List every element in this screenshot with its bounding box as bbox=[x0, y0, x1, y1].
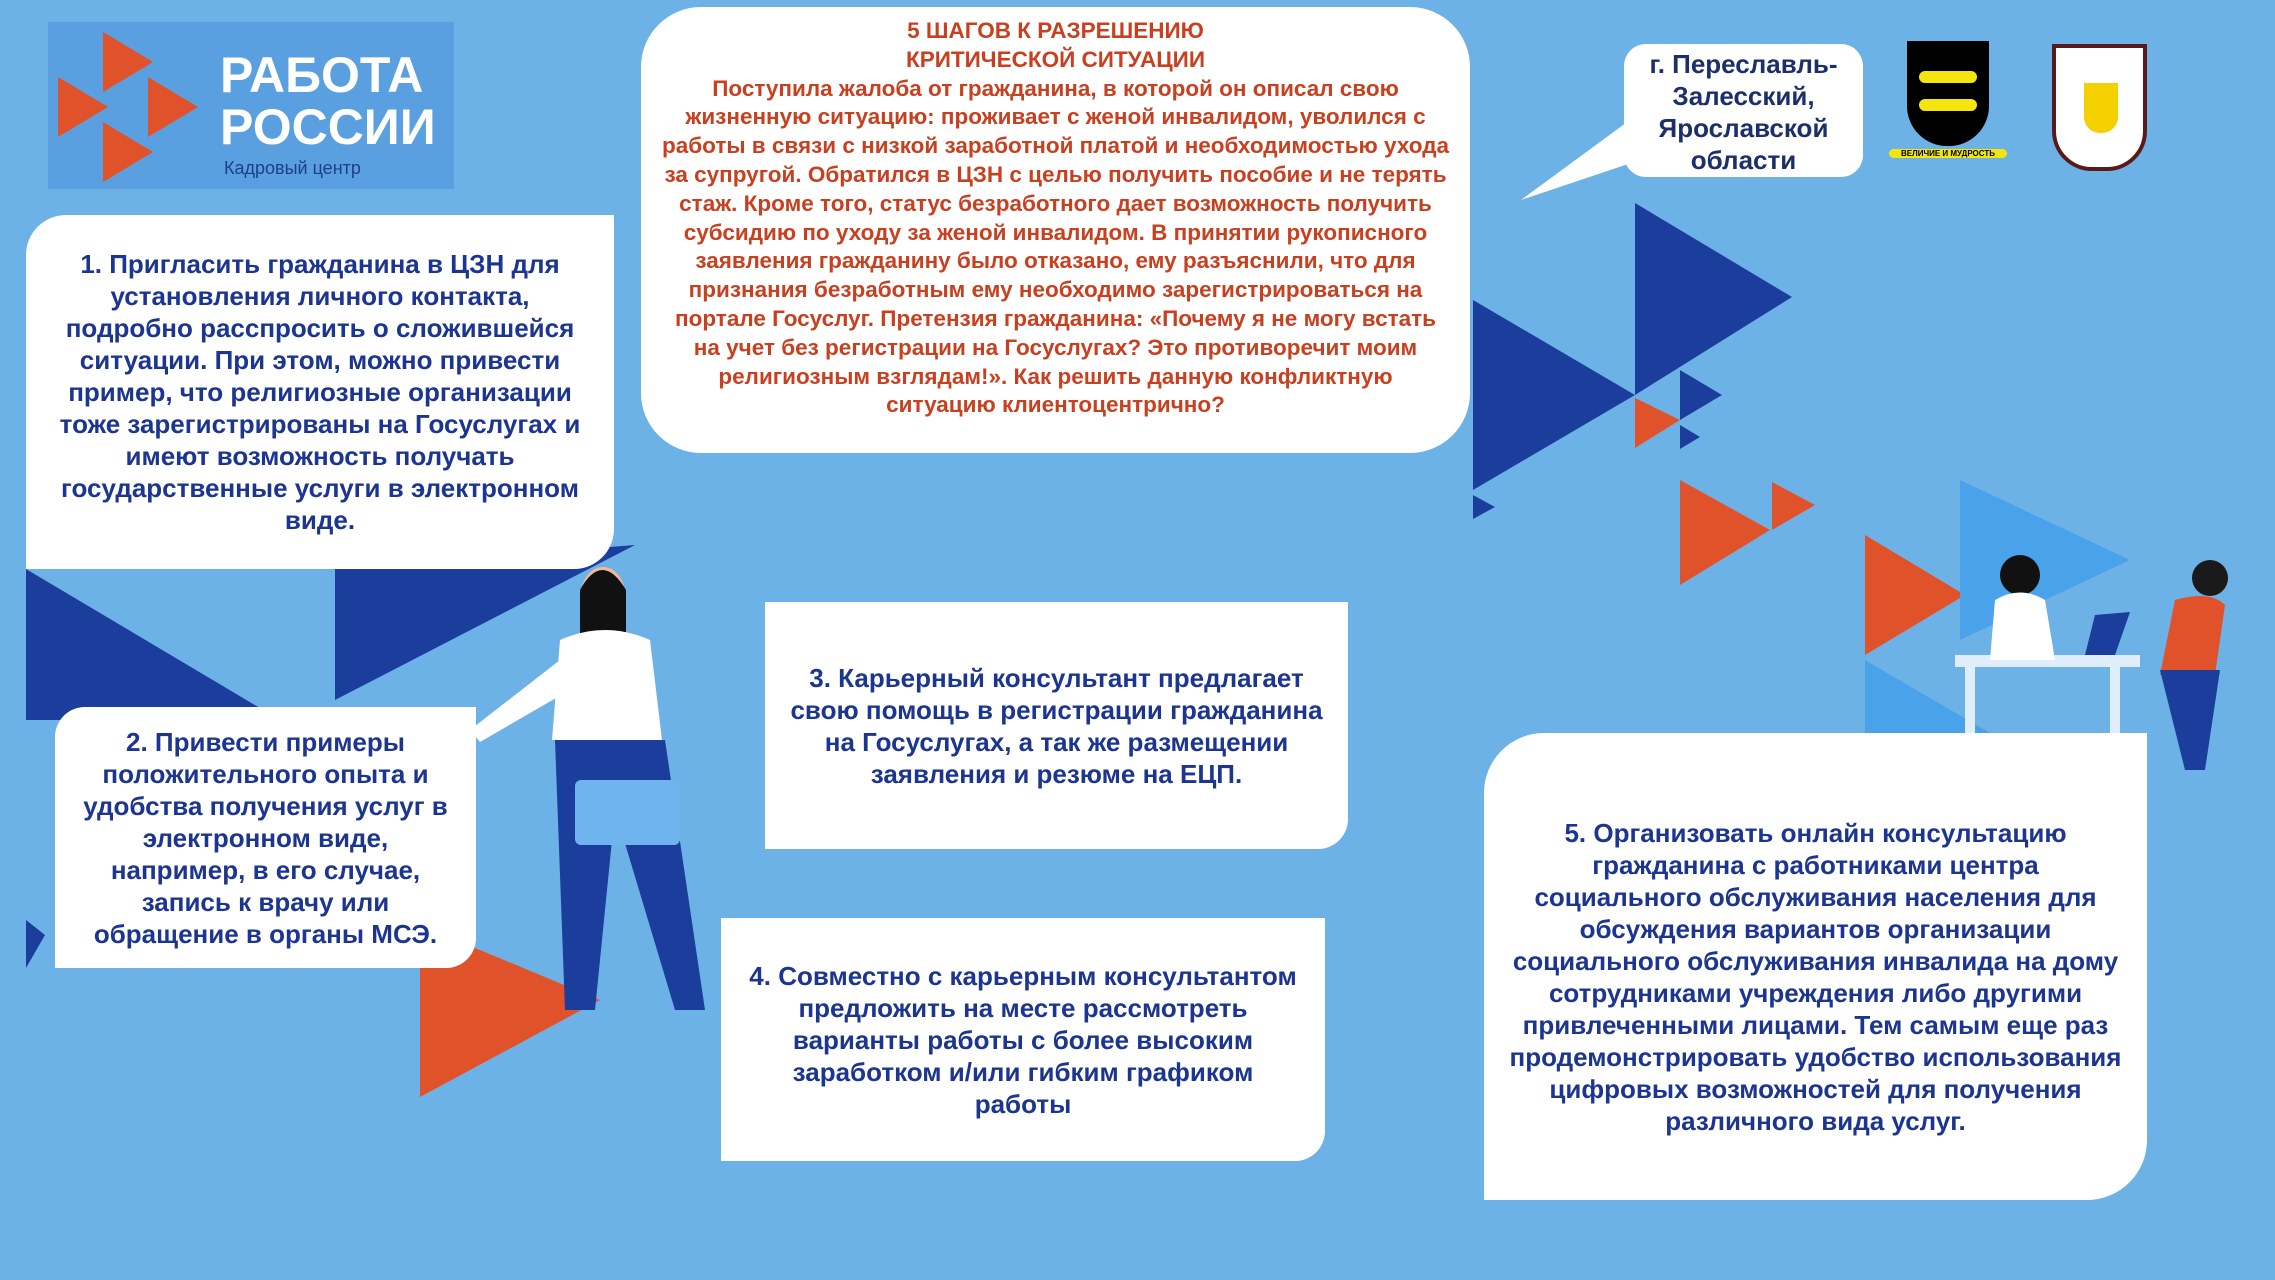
step-5-text: 5. Организовать онлайн консультацию гражданина с работниками центра социального обслуживания населения для обсуждения вариантов организации социального обслуживания инвалида на дому сотрудниками учреждения либо другими привлеченными лицами. Тем самым еще раз продемонстрировать удобство использования цифровых возможностей для получения различного вида услуг. bbox=[1509, 817, 2122, 1136]
step-2-text: 2. Привести примеры положительного опыта и удобства получения услуг в электронном виде, например, в его случае, запись к врачу или обращение в органы МСЭ. bbox=[83, 726, 448, 949]
step-3-text: 3. Карьерный консультант предлагает свою помощь в регистрации гражданина на Госуслугах, а так же размещении заявления и резюме на ЕЦП. bbox=[790, 662, 1323, 789]
step-1-box bbox=[26, 215, 614, 569]
case-title-2: КРИТИЧЕСКОЙ СИТУАЦИИ bbox=[905, 46, 1206, 72]
case-text: Поступила жалоба от гражданина, в которой он описал свою жизненную ситуацию: проживает с женой инвалидом, уволился с работы в связи с низкой заработной платой и необходимостью ухода за супругой. Обратился в ЦЗН с целью получить пособие и не терять стаж. Кроме того, статус безработного дает возможность получить субсидию по уходу за женой инвалидом. В принятии рукописного заявления гражданину было отказано, ему разъяснили, что для признания безработным ему необходимо зарегистрироваться на портале Госуслуг. Претензия гражданина: «Почему я не могу встать на учет без регистрации на Госуслугах? Это противоречит моим религиозным взглядам!». Как решить данную конфликтную ситуацию клиентоцентрично? bbox=[661, 75, 1450, 418]
case-description-box bbox=[641, 7, 1470, 453]
city-crest bbox=[1889, 41, 2007, 171]
crest-motto: ВЕЛИЧИЕ И МУДРОСТЬ bbox=[1889, 149, 2007, 158]
step-5-box bbox=[1484, 733, 2147, 1200]
rabota-rossii-logo bbox=[48, 22, 454, 189]
step-1-text: 1. Пригласить гражданина в ЦЗН для установления личного контакта, подробно расспросить о сложившейся ситуации. При этом, можно привести пример, что религиозные организации тоже зарегистрированы на Госуслугах и имеют возможность получать государственные услуги в электронном виде. bbox=[59, 249, 581, 535]
logo-subtitle: Кадровый центр bbox=[224, 158, 361, 178]
logo-triangles-icon bbox=[48, 22, 218, 189]
case-title-1: 5 ШАГОВ К РАЗРЕШЕНИЮ bbox=[907, 18, 1204, 43]
woman-illustration bbox=[470, 567, 705, 1010]
step-2-box bbox=[55, 707, 476, 968]
location-bubble bbox=[1624, 44, 1863, 177]
location-text: г. Переславль-Залесский, Ярославской области bbox=[1649, 49, 1838, 175]
step-4-text: 4. Совместно с карьерным консультантом предложить на месте рассмотреть варианты работы с более высоким заработком и/или гибким графиком работы bbox=[749, 960, 1297, 1119]
step-4-box bbox=[721, 918, 1325, 1161]
region-crest bbox=[2052, 44, 2147, 171]
logo-title-1: РАБОТА bbox=[220, 46, 424, 103]
step-3-box bbox=[765, 602, 1348, 849]
speech-bubble-tail bbox=[1521, 120, 1640, 200]
logo-title-2: РОССИИ bbox=[220, 98, 436, 155]
